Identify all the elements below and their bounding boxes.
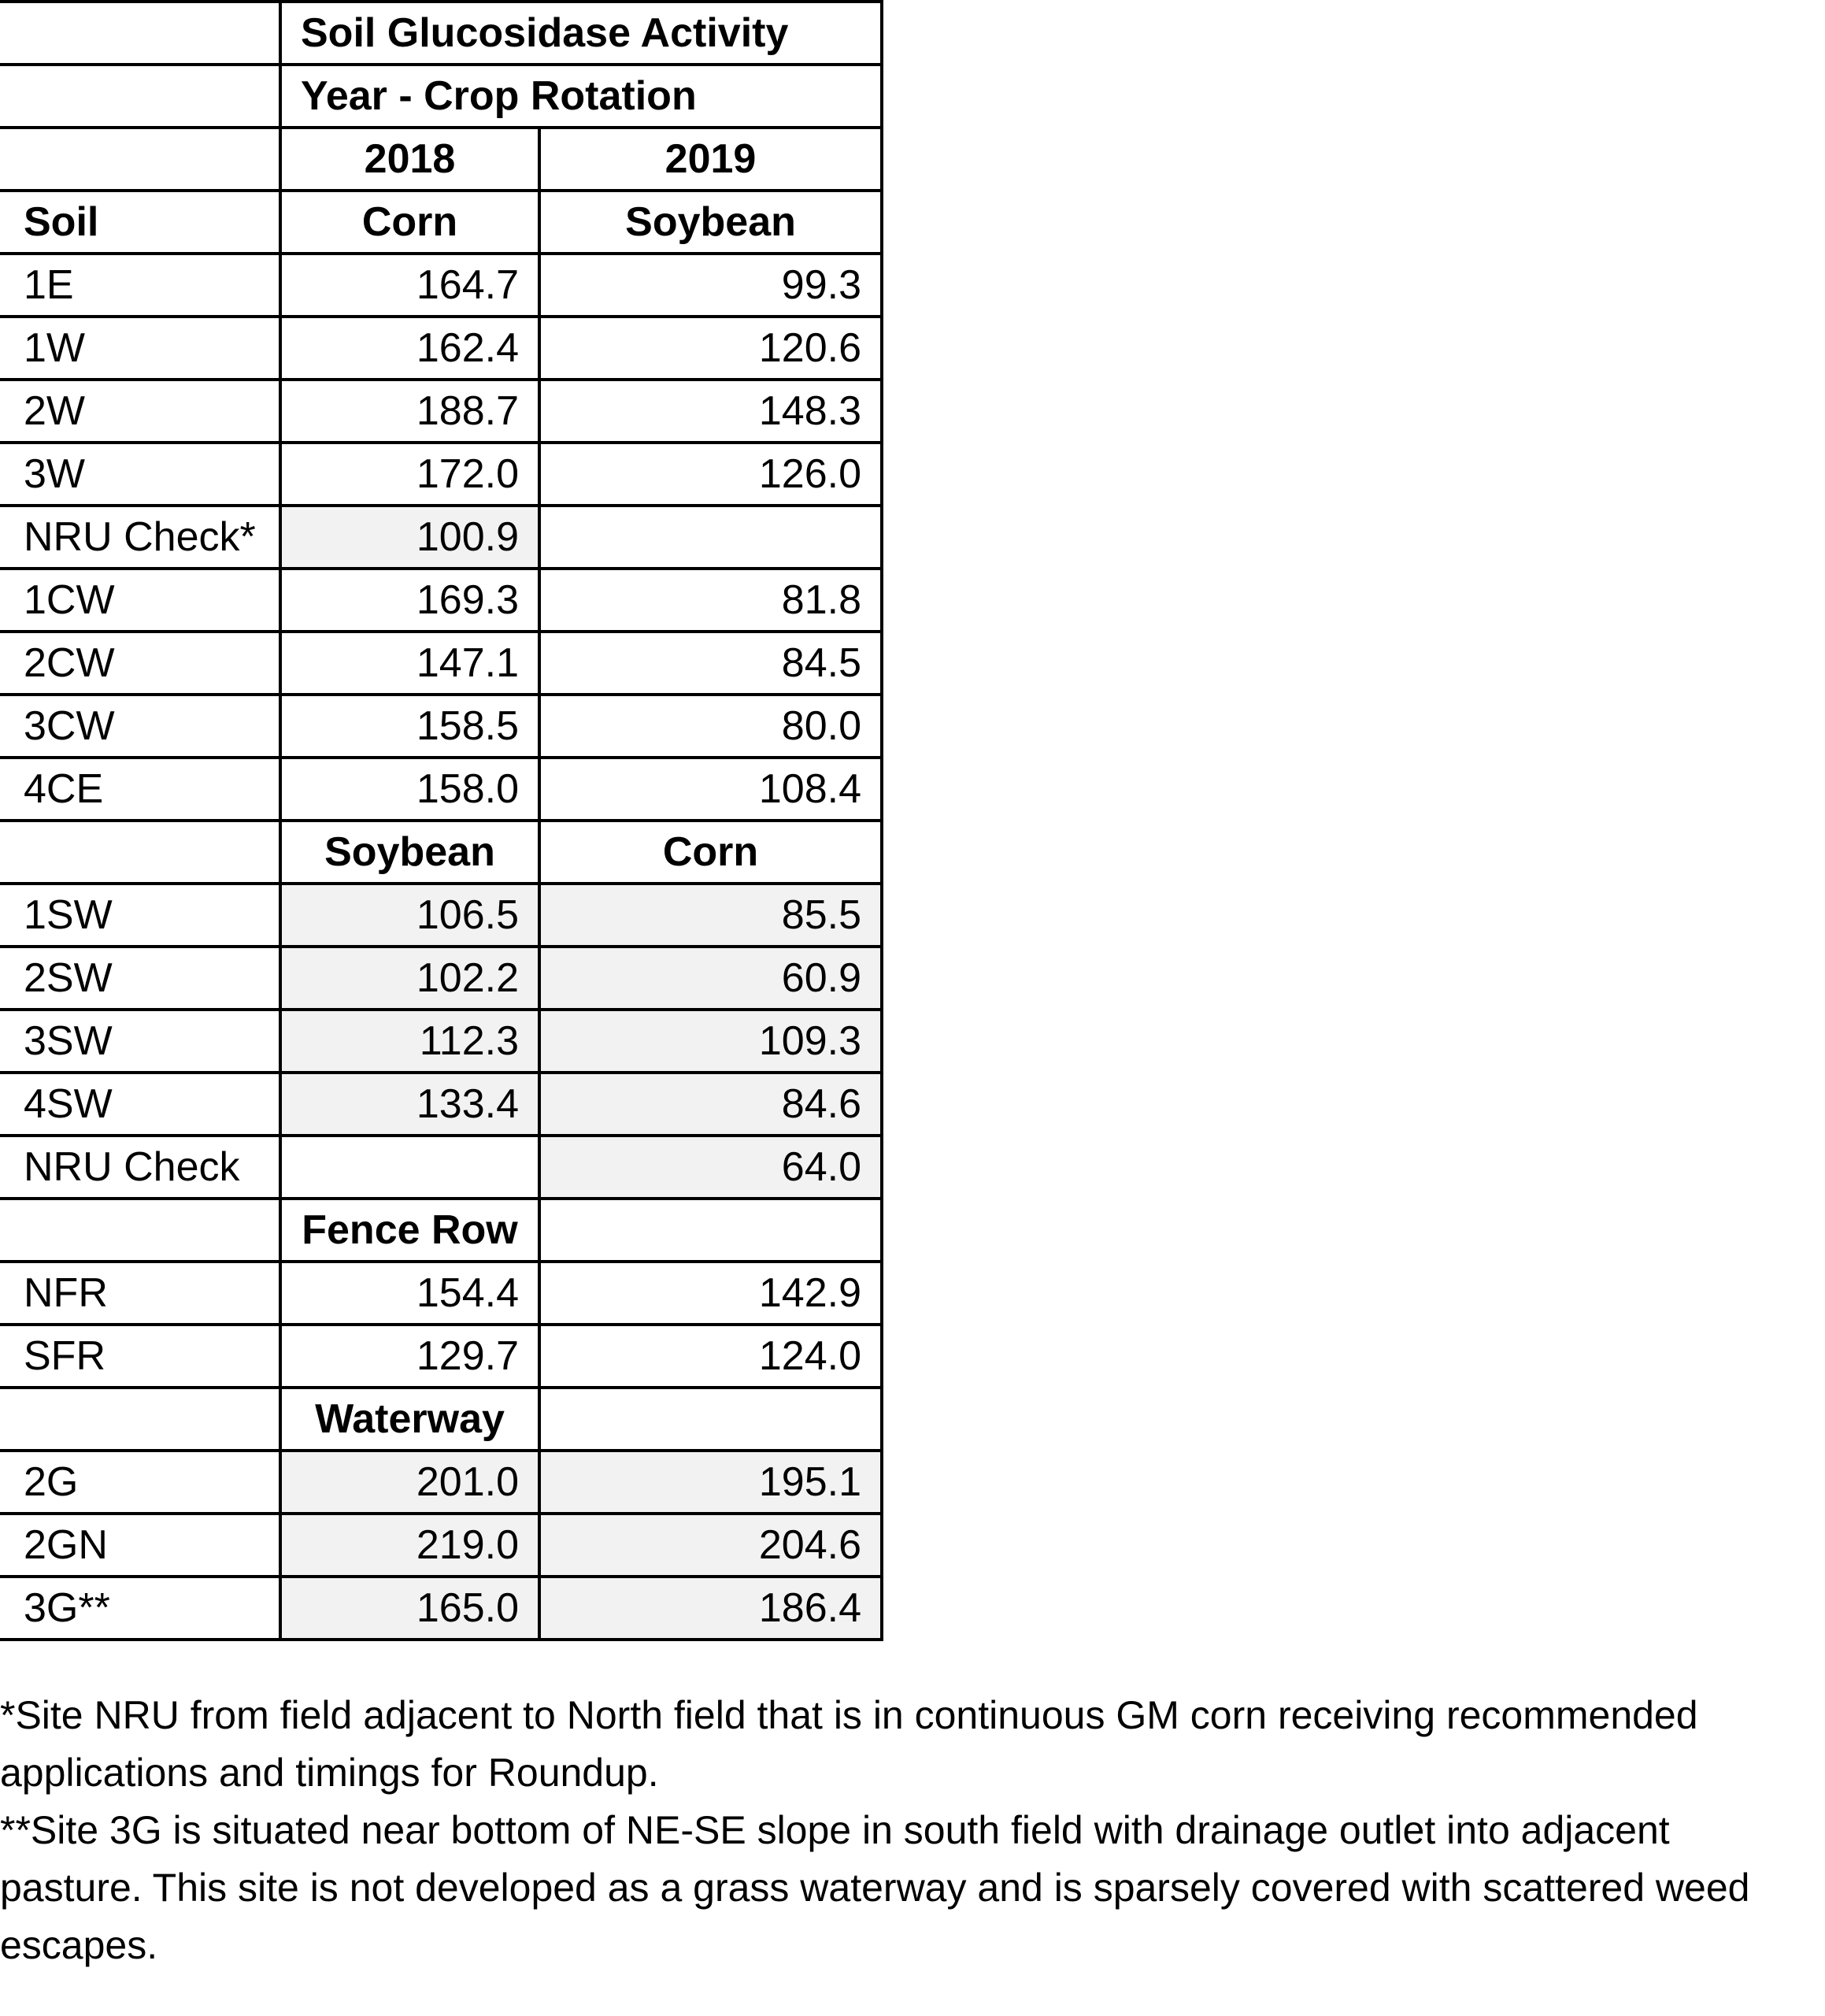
value-2019 <box>539 506 882 569</box>
soil-label: NRU Check <box>0 1136 280 1199</box>
value-2018: 100.9 <box>280 506 539 569</box>
value-2019: 142.9 <box>539 1262 882 1325</box>
blank-cell <box>539 1199 882 1262</box>
soil-label: 3W <box>0 443 280 506</box>
value-2018: 172.0 <box>280 443 539 506</box>
value-2019: 124.0 <box>539 1325 882 1388</box>
table-row <box>0 1136 882 1199</box>
soil-label: 1W <box>0 317 280 380</box>
blank-cell <box>0 65 280 128</box>
soil-label: 3G** <box>0 1577 280 1640</box>
value-2019: 81.8 <box>539 569 882 632</box>
table-row <box>0 758 882 821</box>
soil-label: 3SW <box>0 1010 280 1073</box>
table-row <box>0 1451 882 1514</box>
year-2019-header: 2019 <box>539 128 882 191</box>
subtitle-row <box>0 65 882 128</box>
table-row <box>0 569 882 632</box>
value-2018: 158.0 <box>280 758 539 821</box>
value-2018: 129.7 <box>280 1325 539 1388</box>
table-row <box>0 1010 882 1073</box>
value-2019: 148.3 <box>539 380 882 443</box>
blank-cell <box>0 1388 280 1451</box>
table-row <box>0 1073 882 1136</box>
glucosidase-table-container <box>0 0 882 1641</box>
table-row <box>0 695 882 758</box>
soil-label: NFR <box>0 1262 280 1325</box>
value-2018: 102.2 <box>280 947 539 1010</box>
value-2019: 120.6 <box>539 317 882 380</box>
table-row <box>0 317 882 380</box>
year-2018-header: 2018 <box>280 128 539 191</box>
value-2019: 126.0 <box>539 443 882 506</box>
table-row <box>0 1577 882 1640</box>
value-2018: 154.4 <box>280 1262 539 1325</box>
year-header-row <box>0 128 882 191</box>
value-2019: 99.3 <box>539 254 882 317</box>
glucosidase-table <box>0 0 883 1641</box>
value-2019: 85.5 <box>539 884 882 947</box>
table-row <box>0 380 882 443</box>
table-row <box>0 506 882 569</box>
value-2019: 60.9 <box>539 947 882 1010</box>
table-row <box>0 884 882 947</box>
value-2019: 195.1 <box>539 1451 882 1514</box>
soil-label: 1SW <box>0 884 280 947</box>
value-2018 <box>280 1136 539 1199</box>
crop-header-2019: Corn <box>539 821 882 884</box>
value-2019: 186.4 <box>539 1577 882 1640</box>
footnote-3g: **Site 3G is situated near bottom of NE-SE slope in south field with drainage outlet into adjacent pasture. This site is not developed as a grass waterway and is sparsely covered with scattered weed escapes. <box>0 1808 1750 1967</box>
table-row <box>0 632 882 695</box>
blank-cell <box>0 128 280 191</box>
value-2018: 165.0 <box>280 1577 539 1640</box>
footnote-nru: *Site NRU from field adjacent to North field that is in continuous GM corn receiving recommended applications and timings for Roundup. <box>0 1693 1698 1795</box>
value-2018: 201.0 <box>280 1451 539 1514</box>
soil-label: 2G <box>0 1451 280 1514</box>
value-2018: 158.5 <box>280 695 539 758</box>
soil-label: SFR <box>0 1325 280 1388</box>
soil-label: 2W <box>0 380 280 443</box>
soil-label: 2CW <box>0 632 280 695</box>
value-2018: 188.7 <box>280 380 539 443</box>
value-2018: 112.3 <box>280 1010 539 1073</box>
value-2019: 64.0 <box>539 1136 882 1199</box>
soil-label: 2GN <box>0 1514 280 1577</box>
table-subtitle: Year - Crop Rotation <box>280 65 882 128</box>
soil-label: 1E <box>0 254 280 317</box>
soil-label: 4SW <box>0 1073 280 1136</box>
crop-header-2018: Corn <box>280 191 539 254</box>
blank-cell <box>0 821 280 884</box>
blank-cell <box>539 1388 882 1451</box>
value-2019: 109.3 <box>539 1010 882 1073</box>
value-2018: 147.1 <box>280 632 539 695</box>
soil-label: 1CW <box>0 569 280 632</box>
table-title: Soil Glucosidase Activity <box>280 2 882 65</box>
table-row <box>0 254 882 317</box>
soil-label: 3CW <box>0 695 280 758</box>
blank-cell <box>0 2 280 65</box>
soil-label: NRU Check* <box>0 506 280 569</box>
value-2018: 106.5 <box>280 884 539 947</box>
footnotes <box>0 1687 1819 1974</box>
section-header-row <box>0 1388 882 1451</box>
section-header-row <box>0 1199 882 1262</box>
soil-label: 2SW <box>0 947 280 1010</box>
value-2018: 164.7 <box>280 254 539 317</box>
table-row <box>0 443 882 506</box>
value-2019: 204.6 <box>539 1514 882 1577</box>
blank-cell <box>0 1199 280 1262</box>
crop-header-2019: Soybean <box>539 191 882 254</box>
fence-row-header: Fence Row <box>280 1199 539 1262</box>
soil-label: 4CE <box>0 758 280 821</box>
section-header-row <box>0 821 882 884</box>
soil-column-header: Soil <box>0 191 280 254</box>
table-row <box>0 1514 882 1577</box>
crop-header-2018: Soybean <box>280 821 539 884</box>
value-2018: 162.4 <box>280 317 539 380</box>
table-row <box>0 1262 882 1325</box>
value-2018: 169.3 <box>280 569 539 632</box>
table-row <box>0 947 882 1010</box>
crop-header-row <box>0 191 882 254</box>
value-2018: 133.4 <box>280 1073 539 1136</box>
waterway-header: Waterway <box>280 1388 539 1451</box>
title-row <box>0 2 882 65</box>
value-2019: 84.5 <box>539 632 882 695</box>
value-2019: 84.6 <box>539 1073 882 1136</box>
value-2019: 80.0 <box>539 695 882 758</box>
value-2018: 219.0 <box>280 1514 539 1577</box>
value-2019: 108.4 <box>539 758 882 821</box>
table-row <box>0 1325 882 1388</box>
